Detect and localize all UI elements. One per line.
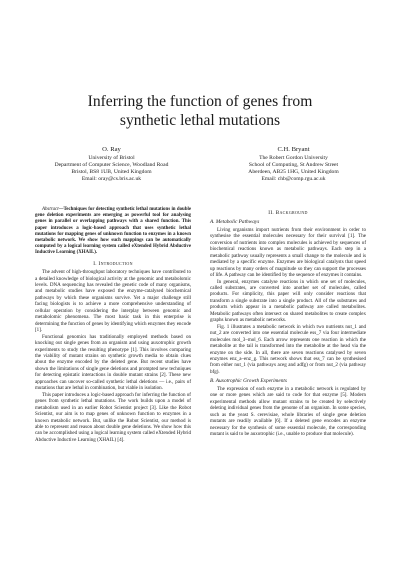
title-line-1: Inferring the function of genes from bbox=[87, 93, 313, 110]
author-affiliation: University of Bristol bbox=[88, 154, 135, 161]
paragraph: In general, enzymes catalyse reactions in which one set of molecules, called substrates, are converted into another set of molecules, called products. For simplicity, this paper will only consider reactions that transform a single substrate into a single product. All of the substrates and products which appear in a metabolic pathway are called metabolites. Metabolic pathways often intersect on shared metabolites to create complex graphs known as metabolic networks. bbox=[210, 278, 366, 324]
author-address: Bristol, BS8 1UB, United Kingdom bbox=[71, 168, 152, 175]
paper-title bbox=[20, 92, 380, 130]
author-address: Aberdeen, AB25 1HG, United Kingdom bbox=[248, 168, 339, 175]
paragraph: Living organisms import nutrients from their environment in order to synthesise the essential molecules necessary for their survival [1]. The conversion of nutrients into complex molecules is achieved by sequences of biochemical reactions known as metabolic pathways. Each step in a metabolic pathway usually represents a small change to the molecule and is mediated by a specific enzyme. Enzymes are biological catalysts that speed up reactions by many orders of magnitude so they can support the processes of life. A pathway can be identified by the sequence of enzymes it contains. bbox=[210, 226, 366, 279]
paragraph: The expression of each enzyme in a metabolic network is regulated by one or more genes which are said to code for that enzyme [5]. Modern experimental methods allow mutant strains to be created by selectively deleting individual genes from the genome of an organism. In some species, such as the yeast S. cerevisiae, whole libraries of single gene deletion mutants are readily available [6]. If a deleted gene encodes an enzyme necessary for the synthesis of some essential molecule, the corresponding mutant is said to be auxotrophic (i.e., unable to produce that molecule). bbox=[210, 385, 366, 437]
paragraph: Fig. 1 illustrates a metabolic network in which two nutrients nut_1 and nut_2 are converted into one essential molecule ess_7 via four intermediate molecules mol_3–mol_6. Each arrow represents one reaction in which the metabolite at the tail is transformed into the metabolite at the head via the enzyme on the side. In all, there are seven reactions catalysed by seven enzymes enz_a–enz_g. This network shows that ess_7 can be synthesised from either nut_1 (via pathways aceg and adfg) or from nut_2 (via pathway bfg). bbox=[210, 323, 366, 375]
paragraph: Functional genomics has traditionally employed methods based on knocking out single genes from an organism and using auxotrophic growth experiments to study the resulting phenotype [1]. This involves comparing the viability of mutant strains on synthetic growth media to obtain clues about the enzyme encoded by the deleted gene. But recent studies have shown the limitations of single gene deletions and prompted new techniques for detecting epistatic interactions in double mutant strains [2]. These new approaches can uncover so-called synthetic lethal deletions — i.e., pairs of mutations that are lethal in combination, but viable in isolation. bbox=[35, 333, 191, 392]
subsection-heading-metabolic-pathways: A. Metabolic Pathways bbox=[210, 219, 260, 226]
abstract-text: —Techniques for detecting synthetic lethal mutations in double gene deletion experiments are emerging as powerful tool for analysing genes in parallel or overlapping pathways with a shared function. This paper introduces a logic-based approach that uses synthetic lethal mutations for mapping genes of unknown function to enzymes in a known metabolic network. We show how such mappings can be automatically computed by a logical learning system called eXtended Hybrid Abductive Inductive Learning (XHAIL). bbox=[35, 207, 191, 256]
left-column bbox=[35, 207, 191, 443]
author-department: Department of Computer Science, Woodland Road bbox=[54, 161, 169, 168]
author-block-2 bbox=[206, 146, 381, 183]
author-affiliation: The Robert Gordon University bbox=[259, 154, 328, 161]
paragraph: The advent of high-throughput laboratory techniques have contributed to a detailed knowledge of biological activity at the genomic and metabolomic levels. DNA sequencing has revealed the genetic code of many organisms, and metabolic studies have exposed the enzyme-catalysed biochemical pathways by which these organisms survive. Yet a major challenge still facing biologists is to achieve a more comprehensive understanding of cellular operation by considering the interplay between genomic and metabolomic phenomena. The most basic task in this enterprise is determining the function of genes by identifying which enzymes they encode [1]. bbox=[35, 269, 191, 334]
section-heading-background: II. Background bbox=[268, 210, 308, 216]
paragraph: This paper introduces a logic-based approach for inferring the function of genes from synthetic lethal mutations. The work builds upon a model of metabolism used in an earlier Robot Scientist project [3]. Like the Robot Scientist, our aim is to map genes of unknown function to enzymes in a known metabolic network. But, unlike the Robot Scientist, our method is able to represent and reason about double gene deletions. We show how this can be accomplished using a logical learning system called eXtended Hybrid Abductive Inductive Learning (XHAIL) [4]. bbox=[35, 391, 191, 443]
abstract-label: Abstract bbox=[42, 207, 59, 212]
subsection-heading-auxotrophic-growth: B. Auxotrophic Growth Experiments bbox=[210, 378, 287, 385]
author-department: School of Computing, St Andrew Street bbox=[248, 161, 339, 168]
author-name: O. Ray bbox=[102, 146, 121, 153]
abstract bbox=[35, 207, 191, 257]
author-email[interactable]: Email: chb@comp.rgu.ac.uk bbox=[261, 175, 326, 182]
right-column bbox=[210, 207, 366, 437]
title-line-2: synthetic lethal mutations bbox=[119, 112, 281, 129]
author-block-1 bbox=[24, 146, 199, 183]
author-name: C.H. Bryant bbox=[277, 146, 310, 153]
author-email[interactable]: Email: oray@cs.bris.ac.uk bbox=[81, 175, 142, 182]
section-heading-introduction: I. Introduction bbox=[93, 260, 133, 267]
